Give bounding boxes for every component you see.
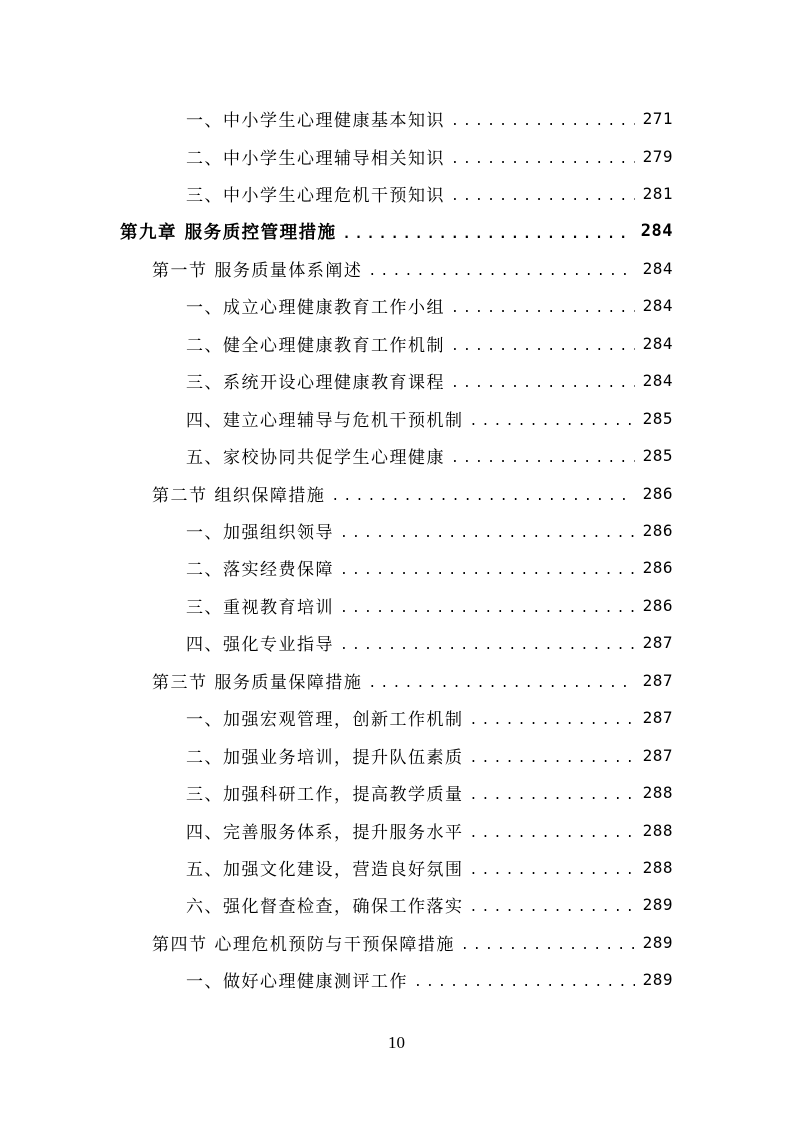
toc-entry-item[interactable] (0, 325, 793, 362)
dot-leader (340, 563, 635, 578)
toc-entry-page-number: 289 (642, 895, 673, 915)
dot-leader (343, 227, 633, 242)
toc-entry-page-number: 284 (642, 333, 673, 353)
toc-entry-section[interactable] (0, 474, 793, 511)
toc-entry-page-number: 285 (642, 408, 673, 428)
toc-entry-page-number: 281 (642, 184, 673, 204)
dot-leader (451, 189, 635, 204)
toc-entry-title: 四、强化专业指导 (186, 635, 334, 656)
dot-leader (451, 301, 635, 316)
dot-leader (470, 414, 635, 429)
toc-entry-item[interactable] (0, 512, 793, 549)
toc-entry-title: 一、中小学生心理健康基本知识 (186, 111, 445, 132)
toc-entry-title: 一、加强宏观管理，创新工作机制 (186, 710, 464, 731)
toc-entry-title: 第二节 组织保障措施 (152, 485, 326, 506)
toc-entry-item[interactable] (0, 774, 793, 811)
toc-entry-section[interactable] (0, 924, 793, 961)
toc-entry-item[interactable] (0, 549, 793, 586)
toc-entry-page-number: 286 (642, 521, 673, 541)
toc-entry-page-number: 289 (642, 932, 673, 952)
dot-leader (451, 451, 635, 466)
toc-entry-title: 五、家校协同共促学生心理健康 (186, 448, 445, 469)
toc-entry-title: 一、做好心理健康测评工作 (186, 972, 408, 993)
toc-entry-title: 二、加强业务培训，提升队伍素质 (186, 747, 464, 768)
toc-entry-item[interactable] (0, 736, 793, 773)
toc-entry-page-number: 288 (642, 857, 673, 877)
toc-entry-title: 三、中小学生心理危机干预知识 (186, 186, 445, 207)
toc-entry-title: 四、完善服务体系，提升服务水平 (186, 822, 464, 843)
toc-entry-item[interactable] (0, 587, 793, 624)
toc-entry-title: 第九章 服务质控管理措施 (120, 222, 337, 243)
dot-leader (451, 152, 635, 167)
dot-leader (470, 751, 635, 766)
toc-entry-page-number: 289 (642, 970, 673, 990)
dot-leader (331, 489, 634, 504)
toc-entry-title: 一、成立心理健康教育工作小组 (186, 298, 445, 319)
toc-entry-title: 三、系统开设心理健康教育课程 (186, 373, 445, 394)
toc-entry-page-number: 286 (642, 483, 673, 503)
dot-leader (470, 863, 635, 878)
toc-entry-page-number: 286 (642, 558, 673, 578)
dot-leader (451, 114, 635, 129)
toc-entry-page-number: 284 (642, 371, 673, 391)
dot-leader (451, 376, 635, 391)
toc-entry-item[interactable] (0, 624, 793, 661)
toc-entry-chapter[interactable] (0, 212, 793, 249)
toc-entry-page-number: 285 (642, 446, 673, 466)
toc-entry-item[interactable] (0, 175, 793, 212)
toc-entry-page-number: 271 (642, 109, 673, 129)
dot-leader (414, 975, 635, 990)
toc-entry-title: 第四节 心理危机预防与干预保障措施 (152, 934, 455, 955)
toc-entry-section[interactable] (0, 662, 793, 699)
toc-entry-page-number: 288 (642, 820, 673, 840)
toc-entry-page-number: 284 (640, 221, 673, 242)
toc-entry-page-number: 288 (642, 783, 673, 803)
dot-leader (470, 713, 635, 728)
toc-entry-title: 三、加强科研工作，提高教学质量 (186, 785, 464, 806)
toc-entry-title: 六、强化督查检查，确保工作落实 (186, 897, 464, 918)
toc-entry-item[interactable] (0, 100, 793, 137)
toc-entry-item[interactable] (0, 886, 793, 923)
toc-entry-item[interactable] (0, 699, 793, 736)
dot-leader (368, 264, 634, 279)
page-number: 10 (388, 1033, 405, 1052)
dot-leader (470, 788, 635, 803)
toc-entry-item[interactable] (0, 287, 793, 324)
toc-entry-page-number: 287 (642, 745, 673, 765)
toc-entry-item[interactable] (0, 400, 793, 437)
toc-entry-page-number: 287 (642, 633, 673, 653)
table-of-contents (0, 100, 793, 999)
toc-entry-item[interactable] (0, 849, 793, 886)
toc-entry-title: 二、中小学生心理辅导相关知识 (186, 148, 445, 169)
toc-entry-page-number: 284 (642, 296, 673, 316)
toc-entry-item[interactable] (0, 437, 793, 474)
toc-entry-item[interactable] (0, 362, 793, 399)
toc-entry-page-number: 287 (642, 670, 673, 690)
toc-entry-page-number: 286 (642, 595, 673, 615)
toc-entry-item[interactable] (0, 961, 793, 998)
toc-entry-page-number: 279 (642, 146, 673, 166)
toc-entry-title: 一、加强组织领导 (186, 523, 334, 544)
toc-entry-page-number: 284 (642, 258, 673, 278)
toc-entry-title: 二、健全心理健康教育工作机制 (186, 335, 445, 356)
dot-leader (461, 938, 635, 953)
dot-leader (340, 638, 635, 653)
toc-entry-title: 三、重视教育培训 (186, 597, 334, 618)
toc-entry-title: 第一节 服务质量体系阐述 (152, 260, 363, 281)
dot-leader (451, 339, 635, 354)
dot-leader (368, 676, 634, 691)
toc-entry-title: 二、落实经费保障 (186, 560, 334, 581)
dot-leader (470, 826, 635, 841)
dot-leader (470, 900, 635, 915)
toc-entry-title: 第三节 服务质量保障措施 (152, 672, 363, 693)
toc-entry-item[interactable] (0, 811, 793, 848)
toc-entry-page-number: 287 (642, 708, 673, 728)
toc-entry-item[interactable] (0, 137, 793, 174)
dot-leader (340, 601, 635, 616)
toc-entry-section[interactable] (0, 250, 793, 287)
dot-leader (340, 526, 635, 541)
toc-entry-title: 四、建立心理辅导与危机干预机制 (186, 410, 464, 431)
toc-entry-title: 五、加强文化建设，营造良好氛围 (186, 859, 464, 880)
